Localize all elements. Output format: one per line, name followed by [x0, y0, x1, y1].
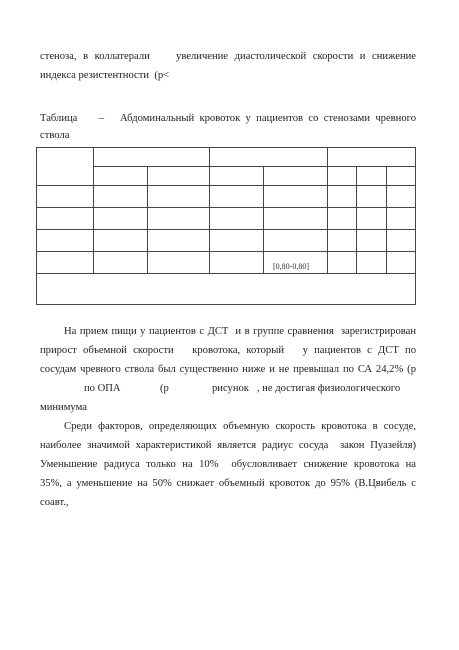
table-rule	[37, 273, 416, 274]
paragraph-2-line-1: На прием пищи у пациентов с ДСТ и в группе сравнения зарегистрирован	[64, 326, 416, 337]
table-rule	[356, 166, 357, 273]
paragraph-2-line-4-part-b: (р	[160, 383, 169, 394]
table-rule	[263, 166, 264, 273]
table-rule	[327, 148, 328, 273]
paragraph-2-line-4-part-a: по ОПА	[84, 383, 121, 394]
table-rule	[209, 148, 210, 273]
table-rule	[93, 166, 416, 167]
paragraph-2-line-3: сосудам чревного ствола был существенно ниже и не превышал по СА 24,2% (р	[40, 364, 416, 375]
table-rule	[147, 166, 148, 273]
table-rule	[93, 148, 94, 273]
paragraph-3-line-2: наиболее значимой характеристикой является радиус сосуда закон Пуазейля)	[40, 440, 416, 451]
paragraph-3-line-1: Среди факторов, определяющих объемную скорость кровотока в сосуде,	[64, 421, 416, 432]
paragraph-2-line-5: минимума	[40, 402, 87, 413]
paragraph-2-line-4-part-c: рисунок , не достигая физиологического	[212, 383, 401, 394]
paragraph-1-line-2: индекса резистентности (р<	[40, 70, 170, 81]
paragraph-3-line-3: Уменьшение радиуса только на 10% обусловливает снижение кровотока на	[40, 459, 416, 470]
paragraph-3-line-5: соавт.,	[40, 497, 69, 508]
table-caption-line-2: ствола	[40, 130, 70, 141]
table-caption-line-1: Таблица – Абдоминальный кровоток у пациентов со стенозами чревного	[40, 113, 416, 124]
data-table	[36, 147, 416, 305]
table-cell-value: [0,80-0,80]	[273, 262, 309, 271]
paragraph-1-line-1: стеноза, в коллатерали увеличение диастолической скорости и снижение	[40, 51, 416, 62]
paragraph-3-line-4: 35%, а уменьшение на 50% снижает объемный кровоток до 95% (В.Цвибель с	[40, 478, 416, 489]
paragraph-2-line-2: прирост объемной скорости кровотока, который у пациентов с ДСТ по	[40, 345, 416, 356]
table-rule	[386, 166, 387, 273]
